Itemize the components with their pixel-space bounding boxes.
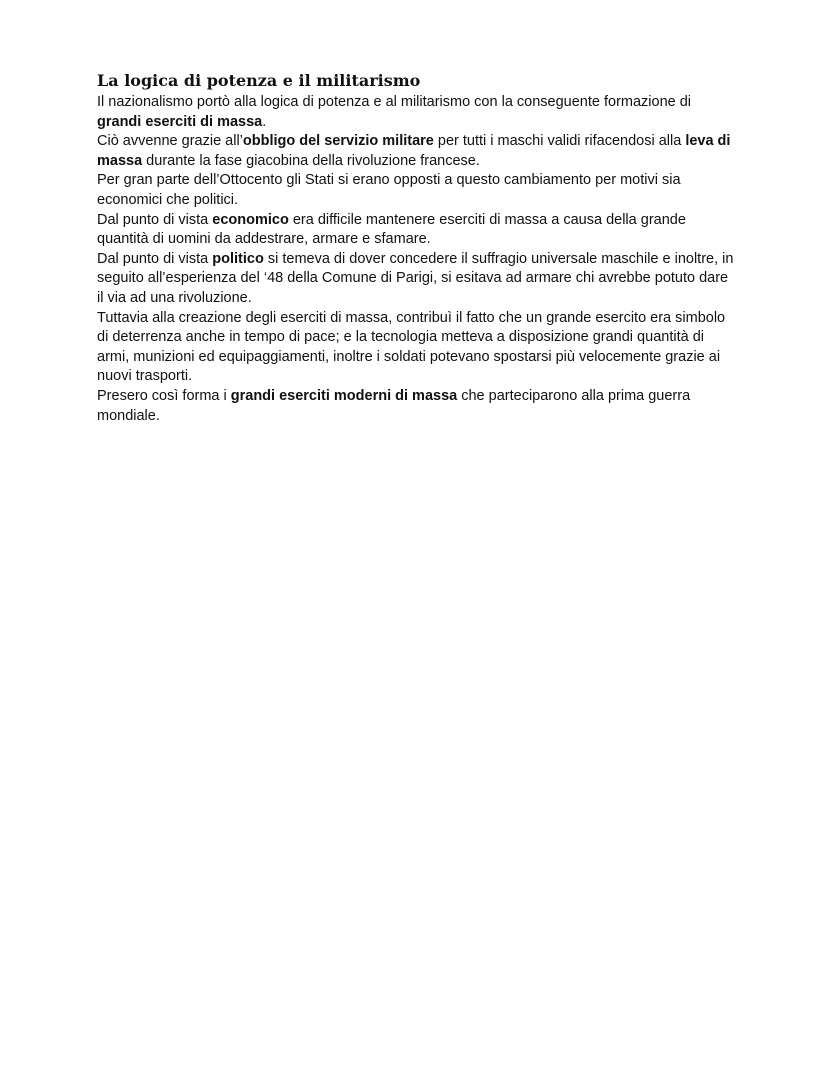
text-run: Il nazionalismo portò alla logica di potenza e al militarismo con la conseguente formazione di: [97, 94, 692, 110]
body-paragraph: [97, 93, 737, 132]
text-run: era difficile mantenere eserciti di massa a causa della grande quantità di uomini da addestrare, armare e sfamare.: [97, 211, 686, 248]
body-paragraph: [97, 132, 737, 171]
bold-text: grandi eserciti di massa: [97, 113, 263, 130]
page-title: La logica di potenza e il militarismo: [97, 71, 421, 90]
body-paragraph: [97, 309, 737, 387]
body-paragraph: [97, 211, 737, 250]
text-run: Dal punto di vista: [97, 211, 213, 228]
bold-text: obbligo del servizio militare: [242, 133, 434, 150]
document-body: [97, 93, 737, 426]
body-paragraph: [97, 387, 737, 426]
text-run: Presero così forma i: [97, 387, 231, 404]
text-run: che parteciparono alla prima guerra mondiale.: [97, 387, 691, 424]
text-run: si temeva di dover concedere il suffragio universale maschile e inoltre, in seguito all’esperienza del ‘48 della Comune di Parigi, si esitava ad armare chi avrebbe potuto dare il via ad una rivoluzione.: [97, 250, 734, 306]
bold-text: leva di massa: [97, 133, 731, 169]
bold-text: economico: [212, 211, 289, 228]
document-page: [97, 70, 737, 426]
bold-text: grandi eserciti moderni di massa: [230, 387, 458, 404]
text-run: Tuttavia alla creazione degli eserciti di massa, contribuì il fatto che un grande esercito era simbolo di deterrenza anche in tempo di pace; e la tecnologia metteva a disposizione grandi quantità di armi, munizioni ed equipaggiamenti, inoltre i soldati potevano spostarsi più velocemente grazie ai nuovi trasporti.: [97, 309, 726, 385]
text-run: per tutti i maschi validi rifacendosi alla: [433, 133, 686, 150]
text-run: Dal punto di vista: [97, 250, 213, 267]
text-run: .: [262, 113, 267, 130]
bold-text: politico: [212, 250, 264, 267]
text-run: Per gran parte dell’Ottocento gli Stati si erano opposti a questo cambiamento per motivi sia economici che politici.: [97, 172, 681, 208]
text-run: durante la fase giacobina della rivoluzione francese.: [142, 152, 480, 169]
body-paragraph: [97, 250, 737, 309]
text-run: Ciò avvenne grazie all’: [97, 133, 243, 150]
body-paragraph: [97, 171, 737, 210]
